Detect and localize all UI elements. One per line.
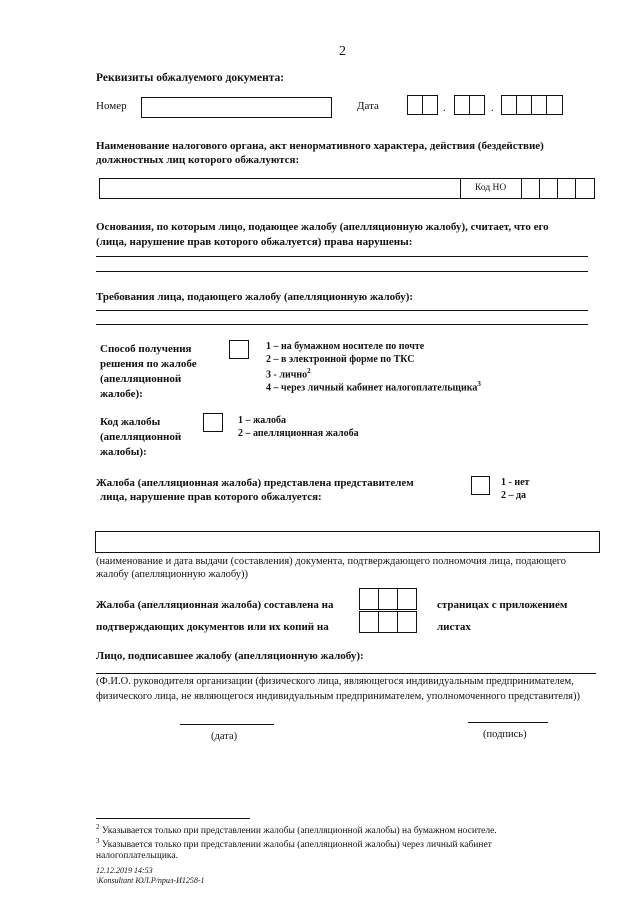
- date-day-cell-2[interactable]: [422, 95, 438, 115]
- complaint-code-option-1: 1 – жалоба: [238, 415, 286, 426]
- date-signature-line[interactable]: [180, 724, 274, 725]
- pages-line2-right: листах: [437, 621, 471, 633]
- footnote-2: [96, 823, 497, 836]
- complaint-code-label: [100, 415, 181, 460]
- date-separator: .: [491, 102, 494, 114]
- complaint-code-label-line: (апелляционной: [100, 431, 182, 443]
- grounds-answer-line-2[interactable]: [96, 271, 588, 272]
- delivery-method-label: [100, 342, 197, 402]
- authority-document-caption-line2: жалобу (апелляционную жалобу)): [96, 569, 249, 580]
- pages-line1-left: Жалоба (апелляционная жалоба) составлена на: [96, 599, 334, 611]
- pages-count-cell-1[interactable]: [359, 588, 379, 610]
- signer-heading: Лицо, подписавшее жалобу (апелляционную жалобу):: [96, 650, 364, 662]
- requirements-answer-line-2[interactable]: [96, 324, 588, 325]
- signature-caption: (подпись): [483, 729, 527, 740]
- complaint-code-option-2: 2 – апелляционная жалоба: [238, 428, 359, 439]
- page-number: 2: [339, 44, 346, 59]
- document-number-field[interactable]: [141, 97, 332, 118]
- date-month-cell-2[interactable]: [469, 95, 485, 115]
- print-path: \Konsultant ЮЛ.Р/прил-И1258-1: [96, 876, 205, 885]
- signer-name-line[interactable]: [96, 673, 596, 674]
- authority-document-caption-line1: (наименование и дата выдачи (составления) документа, подтверждающего полномочия лица, подающего: [96, 556, 567, 567]
- number-label: Номер: [96, 100, 127, 112]
- doc-requisites-heading: Реквизиты обжалуемого документа:: [96, 72, 285, 84]
- print-timestamp: 12.12.2019 14:53: [96, 866, 153, 875]
- footnote-separator: [96, 818, 250, 819]
- footnote-ref: 3: [477, 380, 481, 388]
- date-day-cell-1[interactable]: [407, 95, 423, 115]
- tax-authority-code-label: Код НО: [475, 183, 507, 193]
- sheets-count-cell-1[interactable]: [359, 611, 379, 633]
- footnote-3-continuation: налогоплательщика.: [96, 851, 178, 861]
- delivery-method-code-box[interactable]: [229, 340, 249, 359]
- date-separator: .: [443, 102, 446, 114]
- authority-document-field[interactable]: [95, 531, 600, 553]
- sheets-count-cell-3[interactable]: [397, 611, 417, 633]
- grounds-line1: Основания, по которым лицо, подающее жалобу (апелляционную жалобу), считает, что его: [96, 221, 549, 233]
- signer-caption-line2: физического лица, не являющегося индивидуальным предпринимателем, уполномоченного представителя)): [96, 691, 581, 702]
- pages-count-cell-2[interactable]: [378, 588, 398, 610]
- footnote-text: Указывается только при представлении жалобы (апелляционной жалобы) на бумажном носителе.: [101, 826, 497, 837]
- delivery-option-text: 1 – на бумажном носителе по почте: [266, 341, 425, 352]
- pages-line2-left: подтверждающих документов или их копий на: [96, 621, 329, 633]
- tax-authority-code-label-box: [460, 178, 522, 199]
- footnote-ref: 2: [307, 367, 311, 375]
- sheets-count-cell-2[interactable]: [378, 611, 398, 633]
- footnote-3: [96, 837, 492, 850]
- representative-code-box[interactable]: [471, 476, 490, 495]
- pages-line1-right: страницах с приложением: [437, 599, 568, 611]
- complaint-code-label-line: жалобы):: [100, 446, 147, 458]
- delivery-method-label-line: (апелляционной: [100, 373, 182, 385]
- date-year-cell-3[interactable]: [531, 95, 547, 115]
- representative-option-1: 1 - нет: [501, 477, 530, 488]
- date-year-cell-1[interactable]: [501, 95, 517, 115]
- delivery-option-text: 4 – через личный кабинет налогоплательщика: [266, 382, 478, 394]
- date-year-cell-2[interactable]: [516, 95, 532, 115]
- representative-option-2: 2 – да: [501, 490, 527, 501]
- date-caption: (дата): [211, 731, 238, 742]
- representative-line1: Жалоба (апелляционная жалоба) представлена представителем: [96, 477, 414, 489]
- grounds-line2: (лица, нарушение прав которого обжалуется) права нарушены:: [96, 236, 413, 248]
- pages-count-cell-3[interactable]: [397, 588, 417, 610]
- delivery-method-label-line: Способ получения: [100, 343, 192, 355]
- footnote-number: 2: [96, 823, 100, 831]
- tax-authority-name-field[interactable]: [99, 178, 461, 199]
- representative-line2: лица, нарушение прав которого обжалуется:: [100, 491, 322, 503]
- delivery-option-text: 2 – в электронной форме по ТКС: [266, 354, 415, 365]
- date-month-cell-1[interactable]: [454, 95, 470, 115]
- signer-caption-line1: (Ф.И.О. руководителя организации (физического лица, являющегося индивидуальным предпринимателем,: [96, 676, 574, 687]
- date-year-cell-4[interactable]: [546, 95, 563, 115]
- code-cell-2[interactable]: [539, 178, 558, 199]
- delivery-option-3: [266, 367, 311, 380]
- delivery-option-4: [266, 380, 481, 393]
- tax-authority-heading-line2: должностных лиц которого обжалуются:: [96, 154, 300, 166]
- code-cell-1[interactable]: [521, 178, 540, 199]
- delivery-option-2: [266, 354, 414, 365]
- delivery-option-text: 3 - лично: [266, 369, 308, 381]
- grounds-answer-line-1[interactable]: [96, 256, 588, 257]
- footnote-number: 3: [96, 837, 100, 845]
- delivery-method-label-line: жалобе):: [100, 388, 143, 400]
- code-cell-4[interactable]: [575, 178, 595, 199]
- footnote-text: Указывается только при представлении жалобы (апелляционной жалобы) через личный кабинет: [101, 840, 492, 851]
- tax-authority-heading-line1: Наименование налогового органа, акт ненормативного характера, действия (бездействие): [96, 140, 544, 152]
- delivery-method-label-line: решения по жалобе: [100, 358, 197, 370]
- requirements-heading: Требования лица, подающего жалобу (апелляционную жалобу):: [96, 291, 414, 303]
- date-label: Дата: [357, 100, 379, 112]
- complaint-code-label-line: Код жалобы: [100, 416, 161, 428]
- complaint-code-box[interactable]: [203, 413, 223, 432]
- delivery-option-1: [266, 341, 424, 352]
- signature-line[interactable]: [468, 722, 548, 723]
- requirements-answer-line-1[interactable]: [96, 310, 588, 311]
- code-cell-3[interactable]: [557, 178, 576, 199]
